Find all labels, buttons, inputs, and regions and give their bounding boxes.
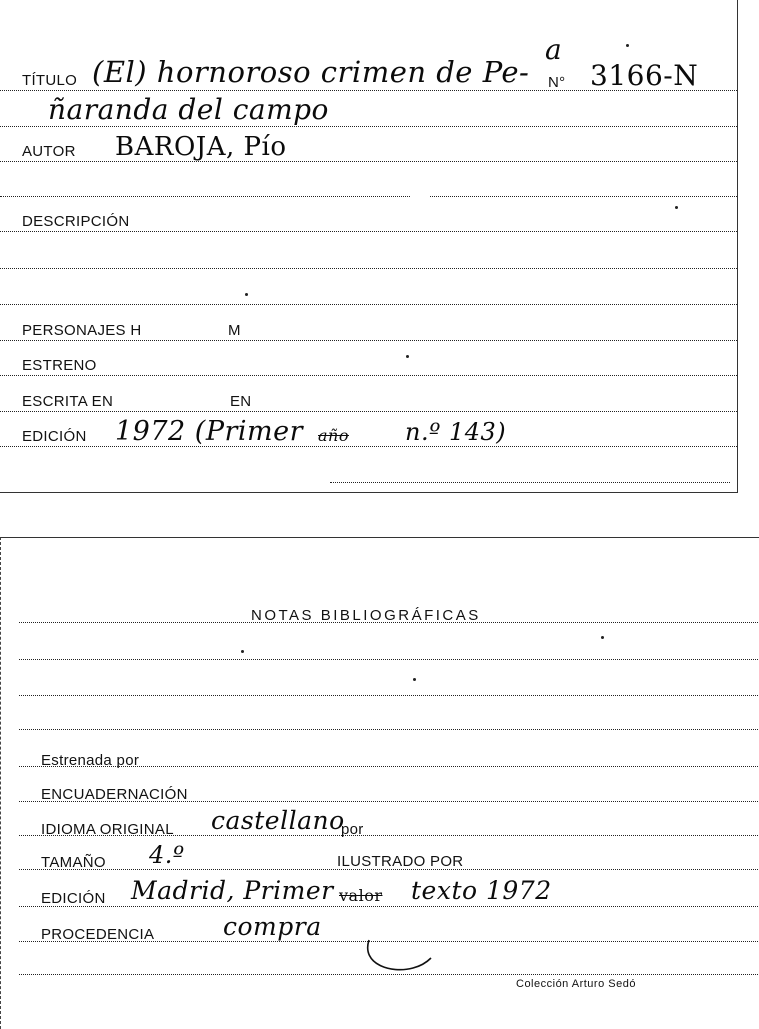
numero-label: N° (548, 74, 566, 91)
notas-bibliograficas-title: NOTAS BIBLIOGRÁFICAS (251, 607, 481, 624)
encuadernacion-line (19, 801, 759, 802)
blank-line-2 (0, 268, 737, 269)
numero-value: 3166-N (590, 59, 699, 92)
escrita-en2-label: EN (230, 393, 252, 410)
edicion-value-end: n.º 143) (405, 418, 507, 446)
idioma-value: castellano (211, 806, 345, 835)
notas-line-4 (19, 729, 759, 730)
encuadernacion-label: ENCUADERNACIÓN (41, 786, 188, 803)
coleccion-credit: Colección Arturo Sedó (516, 978, 636, 990)
descripcion-label: DESCRIPCIÓN (22, 213, 130, 230)
speck (241, 650, 244, 653)
back-edicion-value-end: texto 1972 (411, 876, 552, 905)
speck (675, 206, 678, 209)
back-edicion-value: Madrid, Primer (131, 876, 334, 905)
tamano-value: 4.º (149, 841, 185, 869)
bottom-line (330, 482, 730, 483)
back-edicion-struck: valor (339, 886, 383, 905)
estreno-line (0, 375, 737, 376)
autor-value: BAROJA, Pío (115, 132, 287, 162)
titulo-line (0, 90, 737, 91)
personajes-m-label: M (228, 322, 241, 339)
titulo-label: TÍTULO (22, 72, 78, 89)
idioma-line (19, 835, 759, 836)
notas-line-2 (19, 659, 759, 660)
edicion-line (0, 446, 737, 447)
estreno-label: ESTRENO (22, 357, 97, 374)
speck (406, 355, 409, 358)
blank-line-1b (430, 196, 737, 197)
bottom-line-back (19, 974, 759, 975)
personajes-line (0, 340, 737, 341)
autor-line (0, 161, 737, 162)
edicion-value: 1972 (Primer (115, 416, 304, 447)
tamano-label: TAMAÑO (41, 854, 106, 871)
idioma-label: IDIOMA ORIGINAL (41, 821, 174, 838)
ilustrado-label: ILUSTRADO POR (337, 853, 464, 870)
catalog-card-front (0, 0, 738, 493)
catalog-card-back (0, 537, 759, 1029)
handwritten-curve-mark (361, 936, 441, 976)
speck (245, 293, 248, 296)
titulo-line-2 (0, 126, 737, 127)
blank-line-1 (0, 196, 410, 197)
edicion-struck: año (318, 426, 349, 445)
speck (601, 636, 604, 639)
escrita-en-label: ESCRITA EN (22, 393, 114, 410)
speck (626, 44, 629, 47)
procedencia-value: compra (223, 912, 322, 941)
back-edicion-line (19, 906, 759, 907)
escrita-line (0, 411, 737, 412)
speck (413, 678, 416, 681)
notas-line-3 (19, 695, 759, 696)
titulo-continuation: ñaranda del campo (48, 93, 329, 126)
titulo-value: (El) hornoroso crimen de Pe- (92, 55, 530, 89)
blank-line-3 (0, 304, 737, 305)
back-edicion-label: EDICIÓN (41, 890, 106, 907)
personajes-label: PERSONAJES H (22, 322, 142, 339)
notas-line-1 (19, 622, 759, 623)
edicion-label: EDICIÓN (22, 428, 87, 445)
autor-label: AUTOR (22, 143, 76, 160)
estrenada-line (19, 766, 759, 767)
numero-superscript: a (545, 33, 563, 66)
descripcion-line (0, 231, 737, 232)
tamano-line (19, 869, 759, 870)
estrenada-label: Estrenada por (41, 752, 140, 769)
idioma-por-label: por (341, 821, 364, 838)
procedencia-label: PROCEDENCIA (41, 926, 155, 943)
